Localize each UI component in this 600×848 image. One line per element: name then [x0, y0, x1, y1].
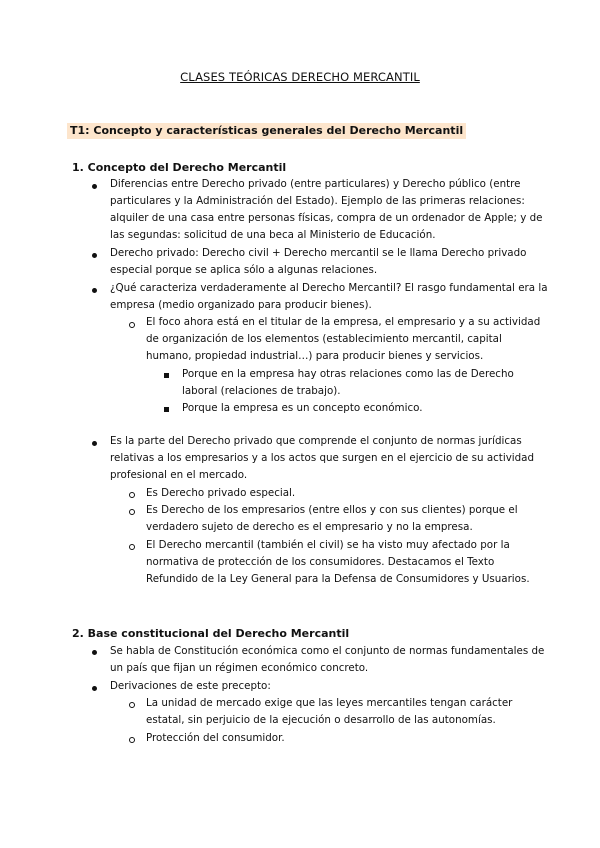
text-line: verdadero sujeto de derecho es el empresario y no la empresa. — [146, 521, 473, 533]
text-line: Derecho privado: Derecho civil + Derecho mercantil se le llama Derecho privado — [110, 247, 527, 259]
text-line: las segundas: solicitud de una beca al Ministerio de Educación. — [110, 229, 436, 241]
bullet-icon — [92, 686, 97, 691]
text-line: Se habla de Constitución económica como el conjunto de normas fundamentales de — [110, 645, 545, 657]
text-line: especial porque se aplica sólo a algunas relaciones. — [110, 264, 378, 276]
document-title: CLASES TEÓRICAS DERECHO MERCANTIL — [180, 70, 420, 84]
text-line: estatal, sin perjuicio de la ejecución o desarrollo de las autonomías. — [146, 714, 496, 726]
text-line: Es Derecho de los empresarios (entre ellos y con sus clientes) porque el — [146, 504, 518, 516]
text-line: Porque en la empresa hay otras relaciones como las de Derecho — [182, 368, 514, 380]
text-line: El Derecho mercantil (también el civil) se ha visto muy afectado por la — [146, 539, 510, 551]
bullet-icon — [92, 184, 97, 189]
text-line: profesional en el mercado. — [110, 469, 248, 481]
text-line: Refundido de la Ley General para la Defensa de Consumidores y Usuarios. — [146, 573, 530, 585]
text-line: La unidad de mercado exige que las leyes mercantiles tengan carácter — [146, 697, 513, 709]
text-line: El foco ahora está en el titular de la empresa, el empresario y a su actividad — [146, 316, 541, 328]
bullet-icon — [92, 253, 97, 258]
text-line: relativas a los empresarios y a los actos que surgen en el ejercicio de su actividad — [110, 452, 535, 464]
section-2-heading: 2. Base constitucional del Derecho Mercantil — [72, 627, 350, 640]
text-line: de organización de los elementos (establecimiento mercantil, capital — [146, 333, 502, 345]
text-line: Diferencias entre Derecho privado (entre particulares) y Derecho público (entre — [110, 178, 521, 190]
text-line: normativa de protección de los consumidores. Destacamos el Texto — [146, 556, 495, 568]
bullet-icon — [92, 288, 97, 293]
circle-bullet-icon — [129, 702, 135, 708]
circle-bullet-icon — [129, 544, 135, 550]
text-line: un país que fijan un régimen económico concreto. — [110, 662, 369, 674]
bullet-icon — [92, 441, 97, 446]
circle-bullet-icon — [129, 492, 135, 498]
section-1-heading: 1. Concepto del Derecho Mercantil — [72, 161, 287, 174]
circle-bullet-icon — [129, 737, 135, 743]
text-line: humano, propiedad industrial…) para producir bienes y servicios. — [146, 350, 484, 362]
circle-bullet-icon — [129, 322, 135, 328]
text-line: Derivaciones de este precepto: — [110, 680, 271, 692]
circle-bullet-icon — [129, 509, 135, 515]
text-line: Es la parte del Derecho privado que comprende el conjunto de normas jurídicas — [110, 435, 522, 447]
text-line: laboral (relaciones de trabajo). — [182, 385, 341, 397]
square-bullet-icon — [164, 373, 169, 378]
square-bullet-icon — [164, 407, 169, 412]
text-line: Protección del consumidor. — [146, 732, 285, 744]
text-line: alquiler de una casa entre personas físicas, compra de un ordenador de Apple; y de — [110, 212, 543, 224]
topic-heading: T1: Concepto y características generales del Derecho Mercantil — [67, 123, 466, 139]
text-line: particulares y la Administración del Estado). Ejemplo de las primeras relaciones: — [110, 195, 525, 207]
bullet-icon — [92, 650, 97, 655]
text-line: empresa (medio organizado para producir bienes). — [110, 299, 372, 311]
text-line: Porque la empresa es un concepto económico. — [182, 402, 423, 414]
text-line: ¿Qué caracteriza verdaderamente al Derecho Mercantil? El rasgo fundamental era la — [110, 282, 548, 294]
text-line: Es Derecho privado especial. — [146, 487, 296, 499]
